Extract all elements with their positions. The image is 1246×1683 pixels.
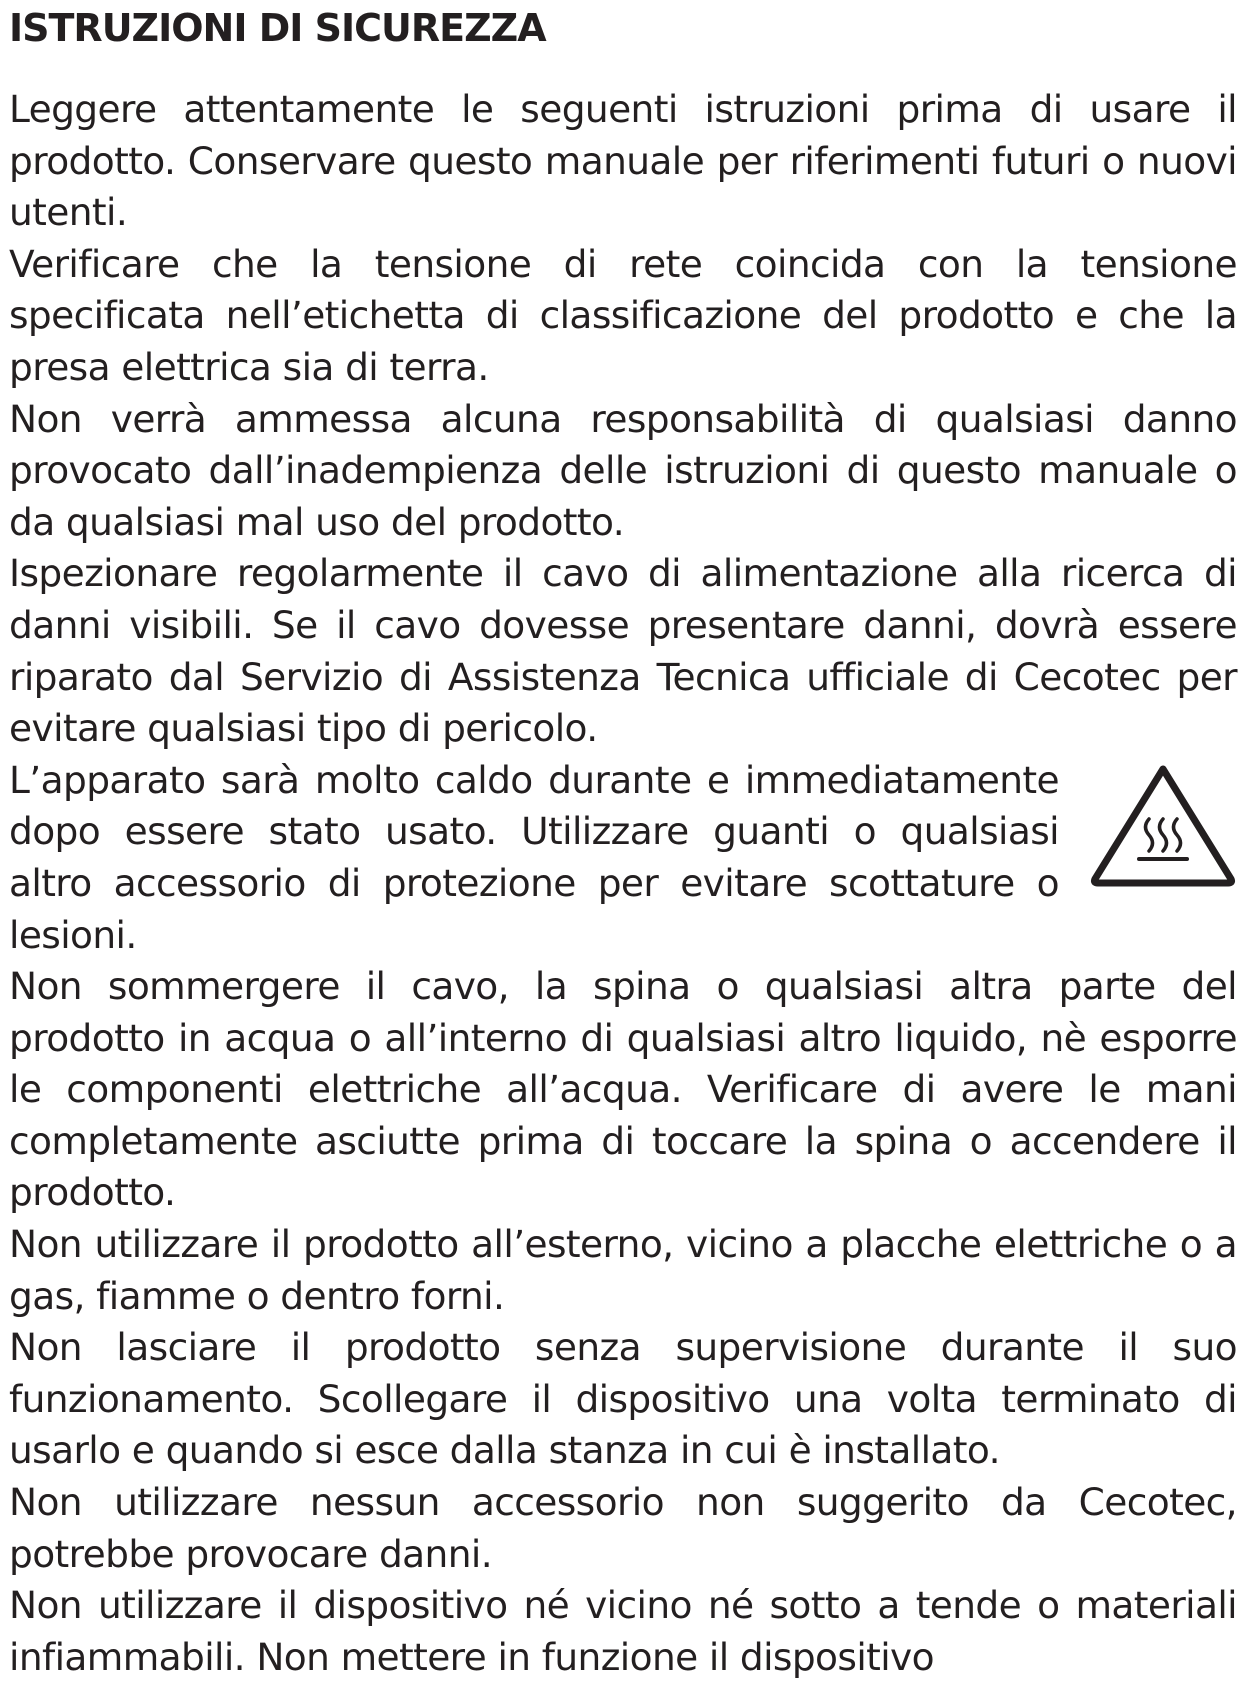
- paragraph-water-warning: Non sommergere il cavo, la spina o qualsiasi altra parte del prodotto in acqua o all’interno di qualsiasi altro liquido, nè esporre le componenti elettriche all’acqua. Verificare di avere le mani completamente asciutte prima di toccare la spina o accendere il prodotto.: [9, 964, 1237, 1215]
- section-title: ISTRUZIONI DI SICUREZZA: [9, 6, 546, 50]
- hot-surface-warning-icon: [1089, 761, 1237, 891]
- paragraph-voltage-check: Verificare che la tensione di rete coincida con la tensione specificata nell’etichetta di classificazione del prodotto e che la presa elettrica sia di terra.: [9, 241, 1237, 389]
- hot-surface-block: [9, 755, 1237, 961]
- paragraph-liability: Non verrà ammessa alcuna responsabilità di qualsiasi danno provocato dall’inadempienza delle istruzioni di questo manuale o da qualsiasi mal uso del prodotto.: [9, 396, 1237, 544]
- paragraph-accessories: Non utilizzare nessun accessorio non suggerito da Cecotec, potrebbe provocare danni.: [9, 1480, 1237, 1576]
- paragraph-flammable-materials: Non utilizzare il dispositivo né vicino né sotto a tende o materiali infiammabili. Non mettere in funzione il dispositivo: [9, 1583, 1237, 1679]
- paragraph-cable-inspection: Ispezionare regolarmente il cavo di alimentazione alla ricerca di danni visibili. Se il cavo dovesse presentare danni, dovrà essere riparato dal Servizio di Assistenza Tecnica ufficiale di Cecotec per evitare qualsiasi tipo di pericolo.: [9, 551, 1237, 751]
- paragraph-hot-surface: L’apparato sarà molto caldo durante e immediatamente dopo essere stato usato. Utilizzare guanti o qualsiasi altro accessorio di protezione per evitare scottature o lesioni.: [9, 757, 1059, 957]
- paragraph-read-instructions: Leggere attentamente le seguenti istruzioni prima di usare il prodotto. Conservare questo manuale per riferimenti futuri o nuovi utenti.: [9, 87, 1237, 235]
- paragraph-outdoor-use: Non utilizzare il prodotto all’esterno, vicino a placche elettriche o a gas, fiamme o dentro forni.: [9, 1222, 1237, 1318]
- paragraph-supervision: Non lasciare il prodotto senza supervisione durante il suo funzionamento. Scollegare il dispositivo una volta terminato di usarlo e quando si esce dalla stanza in cui è installato.: [9, 1325, 1237, 1473]
- safety-instructions: [9, 84, 1237, 1683]
- manual-page: [9, 0, 1237, 1683]
